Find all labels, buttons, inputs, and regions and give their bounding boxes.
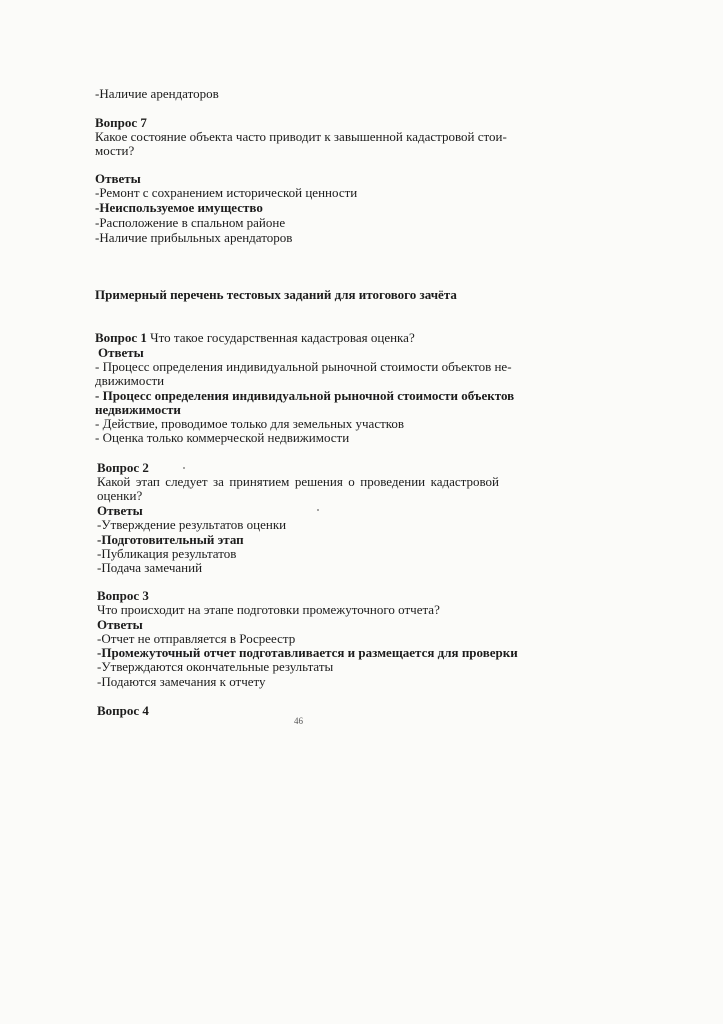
question-1-answer-1-line1: - Процесс определения индивидуальной рыночной стоимости объектов не- [95, 359, 512, 374]
question-1-answer-3: - Действие, проводимое только для земельных участков [95, 416, 405, 431]
question-7-title: Вопрос 7 [95, 115, 147, 130]
question-2-answer-3: -Публикация результатов [97, 546, 237, 561]
question-7-answers-label: Ответы [95, 171, 141, 186]
question-2-answers-label: Ответы [97, 503, 143, 518]
question-3-answer-2-correct: -Промежуточный отчет подготавливается и размещается для проверки [97, 645, 518, 660]
question-3-title: Вопрос 3 [97, 588, 149, 603]
question-3-answer-3: -Утверждаются окончательные результаты [97, 659, 334, 674]
question-3-answer-4: -Подаются замечания к отчету [97, 674, 266, 689]
question-2-answer-4: -Подача замечаний [97, 560, 203, 575]
question-2-answer-2-correct: -Подготовительный этап [97, 532, 244, 547]
question-3-answers-label: Ответы [97, 617, 143, 632]
question-1-answer-2-line1-correct: - Процесс определения индивидуальной рыночной стоимости объектов [95, 388, 515, 403]
question-1-line [95, 330, 415, 345]
question-1-answer-1-line2: движимости [95, 373, 165, 388]
question-1-answer-2-line2-correct: недвижимости [95, 402, 181, 417]
question-2-text-line2: оценки? [97, 488, 143, 503]
question-7-answer-4: -Наличие прибыльных арендаторов [95, 230, 293, 245]
question-2-answer-1: -Утверждение результатов оценки [97, 517, 287, 532]
question-4-title: Вопрос 4 [97, 703, 149, 718]
question-3-answer-1: -Отчет не отправляется в Росреестр [97, 631, 296, 646]
scan-speck [317, 509, 319, 511]
question-7-answer-3: -Расположение в спальном районе [95, 215, 286, 230]
question-3-text: Что происходит на этапе подготовки промежуточного отчета? [97, 602, 440, 617]
scan-speck [183, 467, 185, 469]
previous-answer-tail: -Наличие арендаторов [95, 86, 219, 101]
question-1-title: Вопрос 1 [95, 330, 147, 345]
question-7-answer-1: -Ремонт с сохранением исторической ценности [95, 185, 358, 200]
section-heading: Примерный перечень тестовых заданий для итогового зачёта [95, 287, 457, 302]
question-7-answer-2-correct: -Неиспользуемое имущество [95, 200, 263, 215]
question-1-answer-4: - Оценка только коммерческой недвижимости [95, 430, 350, 445]
question-7-text-line1: Какое состояние объекта часто приводит к завышенной кадастровой стои- [95, 129, 507, 144]
page-number: 46 [294, 716, 303, 726]
question-2-text-line1: Какой этап следует за принятием решения о проведении кадастровой [97, 474, 499, 489]
question-1-answers-label: Ответы [98, 345, 144, 360]
question-2-title: Вопрос 2 [97, 460, 149, 475]
question-7-text-line2: мости? [95, 143, 135, 158]
question-1-text: Что такое государственная кадастровая оценка? [150, 330, 415, 345]
